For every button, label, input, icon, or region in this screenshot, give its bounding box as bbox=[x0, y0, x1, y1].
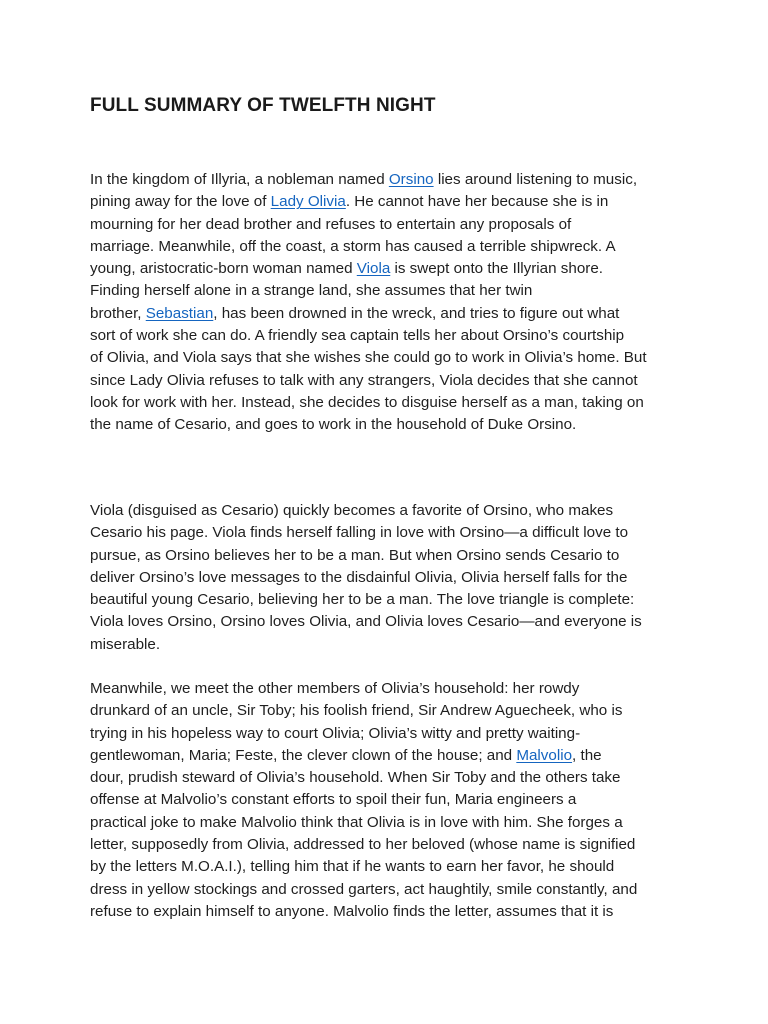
text-line bbox=[90, 545, 690, 567]
text-run: Finding herself alone in a strange land, she assumes that her twin bbox=[90, 282, 533, 300]
text-line bbox=[90, 678, 690, 700]
text-line bbox=[90, 392, 690, 414]
text-line bbox=[90, 700, 690, 722]
text-line bbox=[90, 767, 690, 789]
text-line bbox=[90, 258, 690, 280]
text-run: sort of work she can do. A friendly sea captain tells her about Orsino’s courtship bbox=[90, 327, 625, 345]
text-line bbox=[90, 370, 690, 392]
character-link[interactable]: Lady Olivia bbox=[270, 193, 346, 211]
text-run: letter, supposedly from Olivia, addressed to her beloved (whose name is signified bbox=[90, 836, 636, 854]
text-run: Viola loves Orsino, Orsino loves Olivia, and Olivia loves Cesario—and everyone is bbox=[90, 613, 642, 631]
text-run: Meanwhile, we meet the other members of Olivia’s household: her rowdy bbox=[90, 680, 580, 697]
text-run: by the letters M.O.A.I.), telling him that if he wants to earn her favor, he should bbox=[90, 858, 615, 876]
text-run: of Olivia, and Viola says that she wishes she could go to work in Olivia’s home. But bbox=[90, 349, 647, 367]
text-line bbox=[90, 347, 690, 369]
text-run: offense at Malvolio’s constant efforts to spoil their fun, Maria engineers a bbox=[90, 791, 577, 809]
text-run: marriage. Meanwhile, off the coast, a storm has caused a terrible shipwreck. A bbox=[90, 237, 616, 255]
paragraph-2 bbox=[90, 500, 690, 656]
text-run: In the kingdom of Illyria, a nobleman named bbox=[90, 171, 389, 188]
text-line bbox=[90, 325, 690, 347]
text-run: pursue, as Orsino believes her to be a man. But when Orsino sends Cesario to bbox=[90, 546, 620, 564]
page-title: FULL SUMMARY OF TWELFTH NIGHT bbox=[90, 95, 436, 116]
text-run: miserable. bbox=[90, 635, 161, 653]
text-line bbox=[90, 723, 690, 745]
text-run: . He cannot have her because she is in bbox=[345, 193, 609, 211]
text-run: lies around listening to music, bbox=[433, 171, 638, 188]
text-run: Viola (disguised as Cesario) quickly becomes a favorite of Orsino, who makes bbox=[90, 502, 614, 519]
text-run: , has been drowned in the wreck, and tries to figure out what bbox=[213, 304, 620, 322]
text-line bbox=[90, 567, 690, 589]
text-line bbox=[90, 303, 690, 325]
text-line bbox=[90, 214, 690, 236]
text-run: Cesario his page. Viola finds herself falling in love with Orsino—a difficult love to bbox=[90, 524, 629, 542]
text-run: pining away for the love of bbox=[90, 193, 271, 211]
text-run: dour, prudish steward of Olivia’s household. When Sir Toby and the others take bbox=[90, 769, 621, 787]
text-run: dress in yellow stockings and crossed garters, act haughtily, smile constantly, and bbox=[90, 880, 638, 898]
text-line bbox=[90, 191, 690, 213]
text-line bbox=[90, 280, 690, 302]
text-line bbox=[90, 879, 690, 901]
paragraph-3 bbox=[90, 678, 690, 923]
text-line bbox=[90, 500, 690, 522]
text-line bbox=[90, 611, 690, 633]
text-run: young, aristocratic-born woman named bbox=[90, 260, 357, 278]
text-run: mourning for her dead brother and refuses to entertain any proposals of bbox=[90, 215, 572, 233]
text-line bbox=[90, 901, 690, 923]
text-line bbox=[90, 834, 690, 856]
text-line bbox=[90, 236, 690, 258]
text-run: brother, bbox=[90, 304, 146, 322]
text-run: is swept onto the Illyrian shore. bbox=[390, 260, 603, 278]
text-run: look for work with her. Instead, she decides to disguise herself as a man, taking on bbox=[90, 393, 644, 411]
text-line bbox=[90, 812, 690, 834]
text-run: drunkard of an uncle, Sir Toby; his foolish friend, Sir Andrew Aguecheek, who is bbox=[90, 702, 623, 720]
text-line bbox=[90, 745, 690, 767]
text-run: deliver Orsino’s love messages to the disdainful Olivia, Olivia herself falls for the bbox=[90, 568, 628, 586]
paragraph-1 bbox=[90, 169, 690, 437]
text-line bbox=[90, 856, 690, 878]
text-line bbox=[90, 589, 690, 611]
text-run: , the bbox=[572, 746, 602, 764]
text-run: gentlewoman, Maria; Feste, the clever clown of the house; and bbox=[90, 746, 517, 764]
character-link[interactable]: Sebastian bbox=[145, 304, 214, 322]
text-run: trying in his hopeless way to court Olivia; Olivia’s witty and pretty waiting- bbox=[90, 724, 581, 742]
text-line bbox=[90, 634, 690, 656]
character-link[interactable]: Orsino bbox=[388, 171, 434, 188]
text-run: since Lady Olivia refuses to talk with any strangers, Viola decides that she cannot bbox=[90, 371, 638, 389]
text-run: refuse to explain himself to anyone. Malvolio finds the letter, assumes that it is bbox=[90, 902, 614, 920]
text-line bbox=[90, 414, 690, 436]
text-run: beautiful young Cesario, believing her to be a man. The love triangle is complete: bbox=[90, 591, 635, 609]
character-link[interactable]: Viola bbox=[356, 260, 391, 278]
text-run: practical joke to make Malvolio think that Olivia is in love with him. She forges a bbox=[90, 813, 623, 831]
character-link[interactable]: Malvolio bbox=[516, 746, 573, 764]
text-run: the name of Cesario, and goes to work in the household of Duke Orsino. bbox=[90, 416, 577, 434]
text-line bbox=[90, 789, 690, 811]
text-line bbox=[90, 522, 690, 544]
text-line bbox=[90, 169, 690, 191]
